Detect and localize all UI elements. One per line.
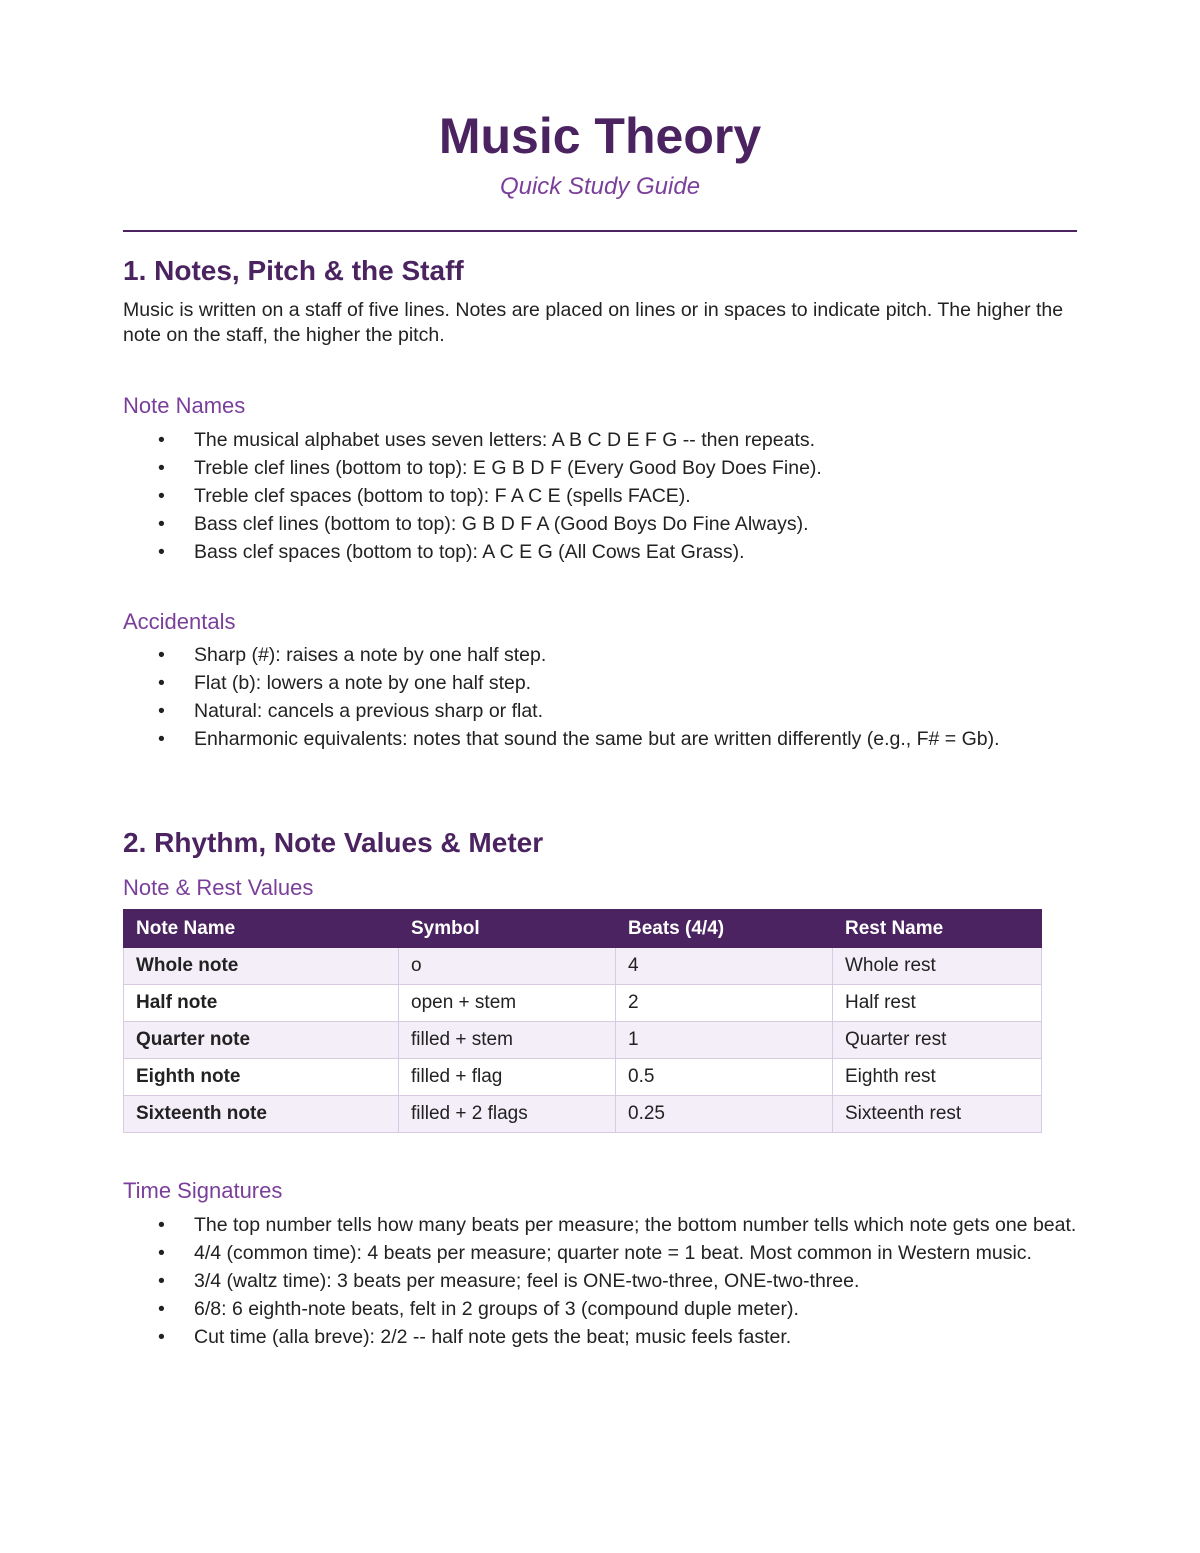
bullet-icon: •	[158, 1214, 165, 1236]
table-cell: filled + flag	[399, 1059, 616, 1096]
table-cell: filled + stem	[399, 1022, 616, 1059]
list-item	[123, 1241, 1077, 1266]
list-item-text: Treble clef lines (bottom to top): E G B D F (Every Good Boy Does Fine).	[194, 457, 822, 479]
subheading-note-rest-values: Note & Rest Values	[123, 875, 314, 900]
list-item	[123, 1213, 1077, 1238]
list-item-text: 6/8: 6 eighth-note beats, felt in 2 groups of 3 (compound duple meter).	[194, 1298, 799, 1320]
accidentals-list	[123, 643, 1077, 755]
list-item	[123, 727, 1077, 752]
table-cell: Whole note	[124, 948, 399, 985]
subheading-time-signatures: Time Signatures	[123, 1178, 283, 1203]
table-cell: 2	[616, 985, 833, 1022]
list-item	[123, 1297, 1077, 1322]
bullet-icon: •	[158, 644, 165, 666]
list-item-text: Flat (b): lowers a note by one half step.	[194, 672, 532, 694]
note-rest-values-table	[123, 909, 1042, 1133]
table-row	[124, 985, 1042, 1022]
bullet-icon: •	[158, 541, 165, 563]
list-item	[123, 456, 1077, 481]
subheading-accidentals: Accidentals	[123, 609, 236, 634]
table-cell: open + stem	[399, 985, 616, 1022]
table-cell: Half rest	[833, 985, 1042, 1022]
document-subtitle: Quick Study Guide	[499, 173, 701, 200]
table-cell: Eighth note	[124, 1059, 399, 1096]
list-item-text: Treble clef spaces (bottom to top): F A C E (spells FACE).	[194, 485, 691, 507]
note-names-list	[123, 428, 1077, 568]
bullet-icon: •	[158, 1270, 165, 1292]
column-header: Rest Name	[833, 910, 1042, 948]
list-item-text: Bass clef spaces (bottom to top): A C E G (All Cows Eat Grass).	[194, 541, 745, 563]
list-item-text: The top number tells how many beats per measure; the bottom number tells which note gets one beat.	[194, 1214, 1077, 1236]
section-intro-paragraph: Music is written on a staff of five lines. Notes are placed on lines or in spaces to indicate pitch. The higher the note on the staff, the higher the pitch.	[123, 299, 1064, 346]
bullet-icon: •	[158, 728, 165, 750]
bullet-icon: •	[158, 513, 165, 535]
bullet-icon: •	[158, 1242, 165, 1264]
list-item	[123, 428, 1077, 453]
list-item	[123, 484, 1077, 509]
table-cell: 4	[616, 948, 833, 985]
bullet-icon: •	[158, 1298, 165, 1320]
table-cell: Quarter note	[124, 1022, 399, 1059]
list-item-text: Sharp (#): raises a note by one half step.	[194, 644, 547, 666]
bullet-icon: •	[158, 672, 165, 694]
document-title: Music Theory	[438, 108, 762, 164]
list-item	[123, 1269, 1077, 1294]
table-row	[124, 1022, 1042, 1059]
bullet-icon: •	[158, 429, 165, 451]
table-cell: Sixteenth rest	[833, 1096, 1042, 1133]
list-item-text: The musical alphabet uses seven letters: A B C D E F G -- then repeats.	[194, 429, 816, 451]
list-item-text: 4/4 (common time): 4 beats per measure; quarter note = 1 beat. Most common in Western music.	[194, 1242, 1032, 1264]
column-header: Note Name	[124, 910, 399, 948]
list-item-text: Bass clef lines (bottom to top): G B D F A (Good Boys Do Fine Always).	[194, 513, 809, 535]
list-item-text: Enharmonic equivalents: notes that sound the same but are written differently (e.g., F# = Gb).	[194, 728, 1000, 750]
table-cell: filled + 2 flags	[399, 1096, 616, 1133]
table-cell: o	[399, 948, 616, 985]
table-header-row	[124, 910, 1042, 948]
table-cell: Quarter rest	[833, 1022, 1042, 1059]
list-item	[123, 643, 1077, 668]
list-item	[123, 512, 1077, 537]
section-heading-notes-pitch: 1. Notes, Pitch & the Staff	[123, 255, 464, 286]
list-item	[123, 699, 1077, 724]
bullet-icon: •	[158, 700, 165, 722]
column-header: Beats (4/4)	[616, 910, 833, 948]
bullet-icon: •	[158, 1326, 165, 1348]
list-item-text: 3/4 (waltz time): 3 beats per measure; feel is ONE-two-three, ONE-two-three.	[194, 1270, 860, 1292]
section-heading-rhythm: 2. Rhythm, Note Values & Meter	[123, 827, 544, 858]
table-cell: Half note	[124, 985, 399, 1022]
list-item	[123, 540, 1077, 565]
table-cell: Eighth rest	[833, 1059, 1042, 1096]
list-item-text: Natural: cancels a previous sharp or flat.	[194, 700, 544, 722]
table-row	[124, 948, 1042, 985]
table-cell: Sixteenth note	[124, 1096, 399, 1133]
table-row	[124, 1059, 1042, 1096]
title-divider	[123, 230, 1077, 232]
time-signatures-list	[123, 1213, 1077, 1353]
table-cell: 1	[616, 1022, 833, 1059]
bullet-icon: •	[158, 485, 165, 507]
list-item	[123, 671, 1077, 696]
list-item-text: Cut time (alla breve): 2/2 -- half note gets the beat; music feels faster.	[194, 1326, 792, 1348]
subheading-note-names: Note Names	[123, 393, 246, 418]
list-item	[123, 1325, 1077, 1350]
table-cell: 0.25	[616, 1096, 833, 1133]
table-cell: Whole rest	[833, 948, 1042, 985]
table-row	[124, 1096, 1042, 1133]
column-header: Symbol	[399, 910, 616, 948]
bullet-icon: •	[158, 457, 165, 479]
table-cell: 0.5	[616, 1059, 833, 1096]
